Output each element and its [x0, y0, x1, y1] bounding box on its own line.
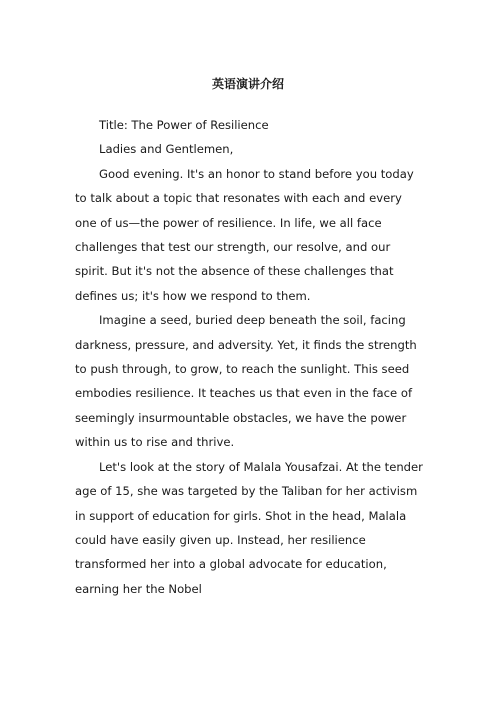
intro-paragraph: Good evening. It's an honor to stand before you today to talk about a topic that resonates with each and every one of us—the power of resilience. In life, we all face challenges that test our strength, our resolve, and our spirit. But it's not the absence of these challenges that defines us; it's how we respond to them.: [75, 166, 414, 303]
salutation-paragraph: Ladies and Gentlemen,: [99, 142, 234, 157]
document-body: [75, 113, 425, 601]
malala-paragraph: Let's look at the story of Malala Yousafzai. At the tender age of 15, she was targeted by the Taliban for her activism in support of education for girls. Shot in the head, Malala could have easily given up. Instead, her resilience transformed her into a global advocate for education, earning her the Nobel: [75, 459, 423, 596]
seed-paragraph: Imagine a seed, buried deep beneath the soil, facing darkness, pressure, and adversity. Yet, it finds the strength to push through, to grow, to reach the sunlight. This seed embodies resilience. It teaches us that even in the face of seemingly insurmountable obstacles, we have the power within us to rise and thrive.: [75, 313, 417, 450]
speech-title-line: Title: The Power of Resilience: [99, 118, 269, 132]
document-heading: 英语演讲介绍: [211, 77, 284, 91]
